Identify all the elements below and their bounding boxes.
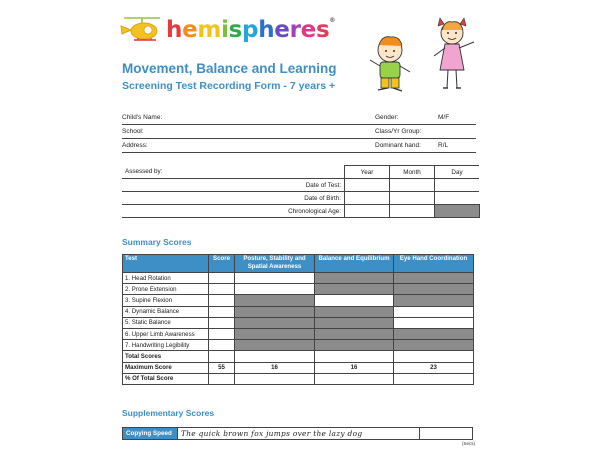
shaded-cell (315, 273, 394, 284)
total-scores-label: Total Scores (123, 351, 209, 362)
posture-cell[interactable] (235, 273, 315, 284)
score-cell[interactable] (209, 317, 235, 328)
shaded-cell (394, 273, 474, 284)
supplementary-table (122, 427, 473, 440)
test-day-cell[interactable] (435, 179, 480, 192)
date-of-birth-label: Date of Birth: (122, 192, 345, 205)
shaded-cell (394, 340, 474, 351)
eye-hand-header: Eye Hand Coordination (394, 255, 474, 273)
summary-header-row (123, 255, 474, 273)
school-line[interactable] (122, 138, 476, 139)
logo-letter: r (289, 17, 301, 43)
shaded-cell (235, 306, 315, 317)
brand-name (166, 17, 335, 43)
maximum-score-row (123, 362, 474, 373)
chronological-age-row (122, 205, 479, 218)
eye-hand-cell[interactable] (394, 306, 474, 317)
date-of-test-row (122, 179, 479, 192)
children-illustration (360, 8, 490, 108)
score-cell[interactable] (209, 340, 235, 351)
child-name-label: Child's Name: (122, 114, 163, 121)
total-balance-cell[interactable] (315, 351, 394, 362)
row-label: 5. Static Balance (123, 317, 209, 328)
percent-balance-cell[interactable] (315, 373, 394, 384)
shaded-cell (394, 328, 474, 339)
table-row (123, 317, 474, 328)
row-label: 7. Handwriting Legibility (123, 340, 209, 351)
logo-letter: h (166, 17, 183, 43)
age-day-shaded-cell (435, 205, 480, 218)
supplementary-section-title: Supplementary Scores (122, 408, 215, 418)
month-header: Month (390, 166, 435, 179)
max-balance-value: 16 (315, 362, 394, 373)
total-score-cell[interactable] (209, 351, 235, 362)
logo (118, 12, 335, 48)
age-year-cell[interactable] (345, 205, 390, 218)
logo-letter: e (182, 17, 198, 43)
page-title: Movement, Balance and Learning (122, 61, 337, 76)
score-cell[interactable] (209, 284, 235, 295)
table-row (123, 306, 474, 317)
row-label: 3. Supine Flexion (123, 295, 209, 306)
shaded-cell (315, 284, 394, 295)
copying-speed-value-cell[interactable] (420, 428, 473, 440)
copying-speed-row (123, 428, 473, 440)
helicopter-icon (118, 14, 164, 46)
eye-hand-cell[interactable] (394, 317, 474, 328)
day-header: Day (435, 166, 480, 179)
shaded-cell (235, 340, 315, 351)
table-row (123, 328, 474, 339)
gender-value: M/F (438, 114, 450, 121)
assessed-by-row (122, 166, 479, 179)
shaded-cell (394, 284, 474, 295)
score-header: Score (209, 255, 235, 273)
logo-letter: e (300, 17, 316, 43)
logo-letter: i (221, 17, 229, 43)
date-of-test-label: Date of Test: (122, 179, 345, 192)
assessment-table (122, 165, 480, 218)
dominant-hand-label: Dominant hand: (375, 142, 421, 149)
max-posture-value: 16 (235, 362, 315, 373)
max-eye-hand-value: 23 (394, 362, 474, 373)
address-label: Address: (122, 142, 148, 149)
logo-letter: p (242, 17, 259, 43)
score-cell[interactable] (209, 295, 235, 306)
summary-table (122, 254, 474, 385)
percent-total-label: % Of Total Score (123, 373, 209, 384)
birth-day-cell[interactable] (435, 192, 480, 205)
class-group-label: Class/Yr Group: (375, 128, 422, 135)
percent-total-row (123, 373, 474, 384)
row-label: 4. Dynamic Balance (123, 306, 209, 317)
assessed-by-label: Assessed by: (122, 166, 345, 179)
total-scores-row (123, 351, 474, 362)
gender-label: Gender: (375, 114, 399, 121)
table-row (123, 340, 474, 351)
table-row (123, 295, 474, 306)
date-of-birth-row (122, 192, 479, 205)
total-eye-hand-cell[interactable] (394, 351, 474, 362)
test-year-cell[interactable] (345, 179, 390, 192)
posture-header: Posture, Stability and Spatial Awareness (235, 255, 315, 273)
posture-cell[interactable] (235, 284, 315, 295)
maximum-score-label: Maximum Score (123, 362, 209, 373)
copying-sentence: The quick brown fox jumps over the lazy dog (178, 428, 420, 440)
test-header: Test (123, 255, 209, 273)
shaded-cell (315, 306, 394, 317)
year-header: Year (345, 166, 390, 179)
shaded-cell (235, 328, 315, 339)
child-name-line[interactable] (122, 124, 476, 125)
row-label: 2. Prone Extension (123, 284, 209, 295)
chronological-age-label: Chronological Age: (122, 205, 345, 218)
page-subtitle: Screening Test Recording Form - 7 years + (122, 80, 336, 92)
row-label: 1. Head Rotation (123, 273, 209, 284)
birth-year-cell[interactable] (345, 192, 390, 205)
logo-letter: s (228, 17, 243, 43)
logo-letter: s (315, 17, 330, 43)
score-cell[interactable] (209, 306, 235, 317)
score-cell[interactable] (209, 273, 235, 284)
shaded-cell (235, 295, 315, 306)
address-line[interactable] (122, 152, 476, 153)
balance-cell[interactable] (315, 295, 394, 306)
test-month-cell[interactable] (390, 179, 435, 192)
percent-score-cell[interactable] (209, 373, 235, 384)
shaded-cell (235, 317, 315, 328)
row-label: 6. Upper Limb Awareness (123, 328, 209, 339)
shaded-cell (315, 317, 394, 328)
logo-letter: h (258, 17, 275, 43)
shaded-cell (394, 295, 474, 306)
summary-section-title: Summary Scores (122, 237, 192, 247)
score-cell[interactable] (209, 328, 235, 339)
percent-eye-hand-cell[interactable] (394, 373, 474, 384)
shaded-cell (315, 328, 394, 339)
dominant-hand-value: R/L (438, 142, 449, 149)
secs-unit-label: (Secs) (462, 441, 476, 446)
table-row (123, 284, 474, 295)
copying-speed-label: Copying Speed (123, 428, 178, 440)
percent-posture-cell[interactable] (235, 373, 315, 384)
balance-header: Balance and Equilibrium (315, 255, 394, 273)
age-month-cell[interactable] (390, 205, 435, 218)
logo-letter: m (197, 17, 222, 43)
birth-month-cell[interactable] (390, 192, 435, 205)
max-score-value: 55 (209, 362, 235, 373)
registered-mark: ® (329, 17, 336, 24)
total-posture-cell[interactable] (235, 351, 315, 362)
shaded-cell (315, 340, 394, 351)
table-row (123, 273, 474, 284)
logo-letter: e (274, 17, 290, 43)
school-label: School: (122, 128, 144, 135)
